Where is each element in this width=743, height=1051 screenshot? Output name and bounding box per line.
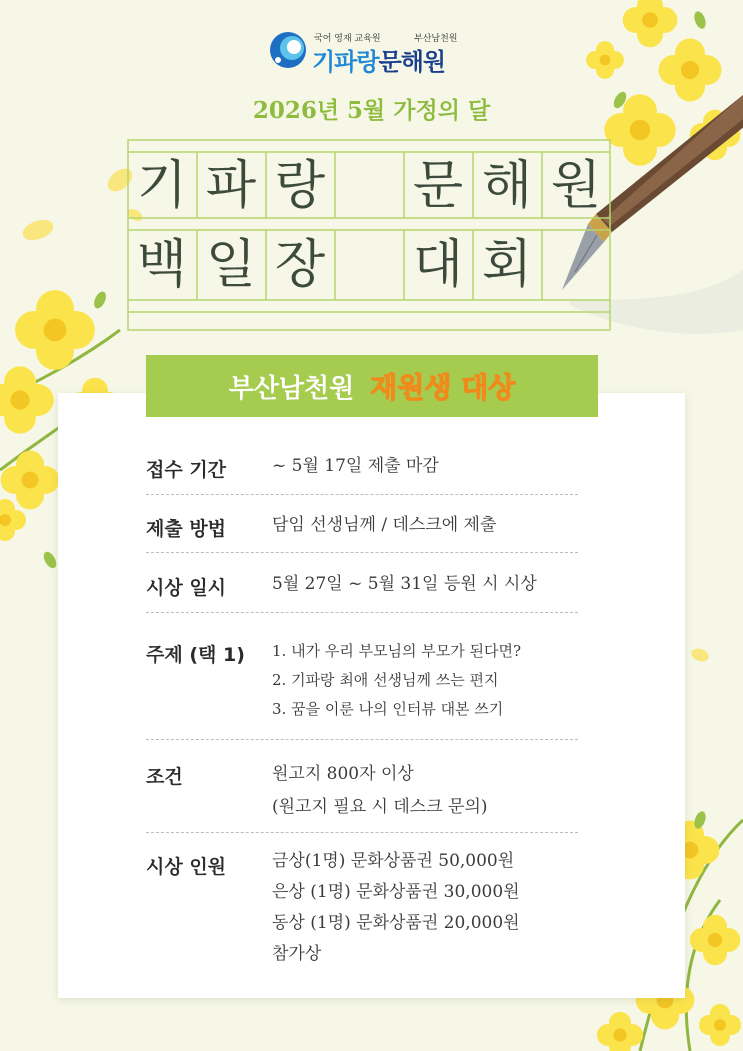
- divider: [146, 832, 578, 833]
- divider: [146, 552, 578, 553]
- detail-line: (원고지 필요 시 데스크 문의): [272, 797, 488, 817]
- logo-name-part2: 문해원: [378, 48, 446, 76]
- detail-label: 제출 방법: [146, 518, 227, 540]
- detail-line: 3. 꿈을 이룬 나의 인터뷰 대본 쓰기: [272, 700, 504, 718]
- divider: [146, 494, 578, 495]
- banner-branch: 부산남천원: [228, 373, 355, 404]
- title-char: 파: [205, 156, 257, 216]
- logo-subtitle-left: 국어 영재 교육원: [314, 34, 381, 44]
- detail-line: 2. 기파랑 최애 선생님께 쓰는 편지: [272, 671, 499, 689]
- banner-target: 재원생 대상: [370, 371, 516, 404]
- event-subtitle: 2026년 5월 가정의 달: [252, 97, 491, 124]
- detail-line: ~ 5월 17일 제출 마감: [272, 456, 439, 476]
- detail-line: 금상(1명) 문화상품권 50,000원: [272, 851, 515, 871]
- title-char: 문: [412, 156, 464, 216]
- target-banner: [146, 355, 598, 417]
- title-char: 회: [481, 235, 533, 295]
- title-char: 장: [274, 235, 326, 295]
- title-char: 백: [136, 235, 188, 295]
- detail-line: 담임 선생님께 / 데스크에 제출: [272, 515, 497, 535]
- detail-line: 참가상: [272, 944, 322, 964]
- logo-swirl-icon: [268, 30, 308, 70]
- detail-line: 동상 (1명) 문화상품권 20,000원: [272, 913, 520, 933]
- detail-label: 시상 인원: [146, 856, 227, 878]
- title-char: 랑: [274, 156, 326, 216]
- title-grid: [128, 140, 610, 330]
- detail-label: 접수 기간: [146, 459, 227, 481]
- brand-logo: [268, 28, 468, 76]
- logo-subtitle-right: 부산남천원: [414, 34, 458, 44]
- detail-label: 조건: [146, 766, 183, 788]
- detail-line: 1. 내가 우리 부모님의 부모가 된다면?: [272, 642, 522, 660]
- title-char: 기: [136, 156, 188, 216]
- detail-line: 은상 (1명) 문화상품권 30,000원: [272, 882, 520, 902]
- detail-label: 시상 일시: [146, 577, 227, 599]
- title-char: 일: [205, 235, 257, 295]
- detail-line: 5월 27일 ~ 5월 31일 등원 시 시상: [272, 574, 537, 594]
- detail-line: 원고지 800자 이상: [272, 764, 414, 784]
- logo-wordmark: [312, 42, 445, 77]
- title-char: 대: [412, 235, 464, 295]
- detail-label: 주제 (택 1): [146, 644, 245, 666]
- title-char: 원: [550, 156, 602, 216]
- divider: [146, 612, 578, 613]
- divider: [146, 739, 578, 740]
- logo-name-part1: 기파랑: [312, 48, 379, 76]
- title-char: 해: [481, 156, 533, 216]
